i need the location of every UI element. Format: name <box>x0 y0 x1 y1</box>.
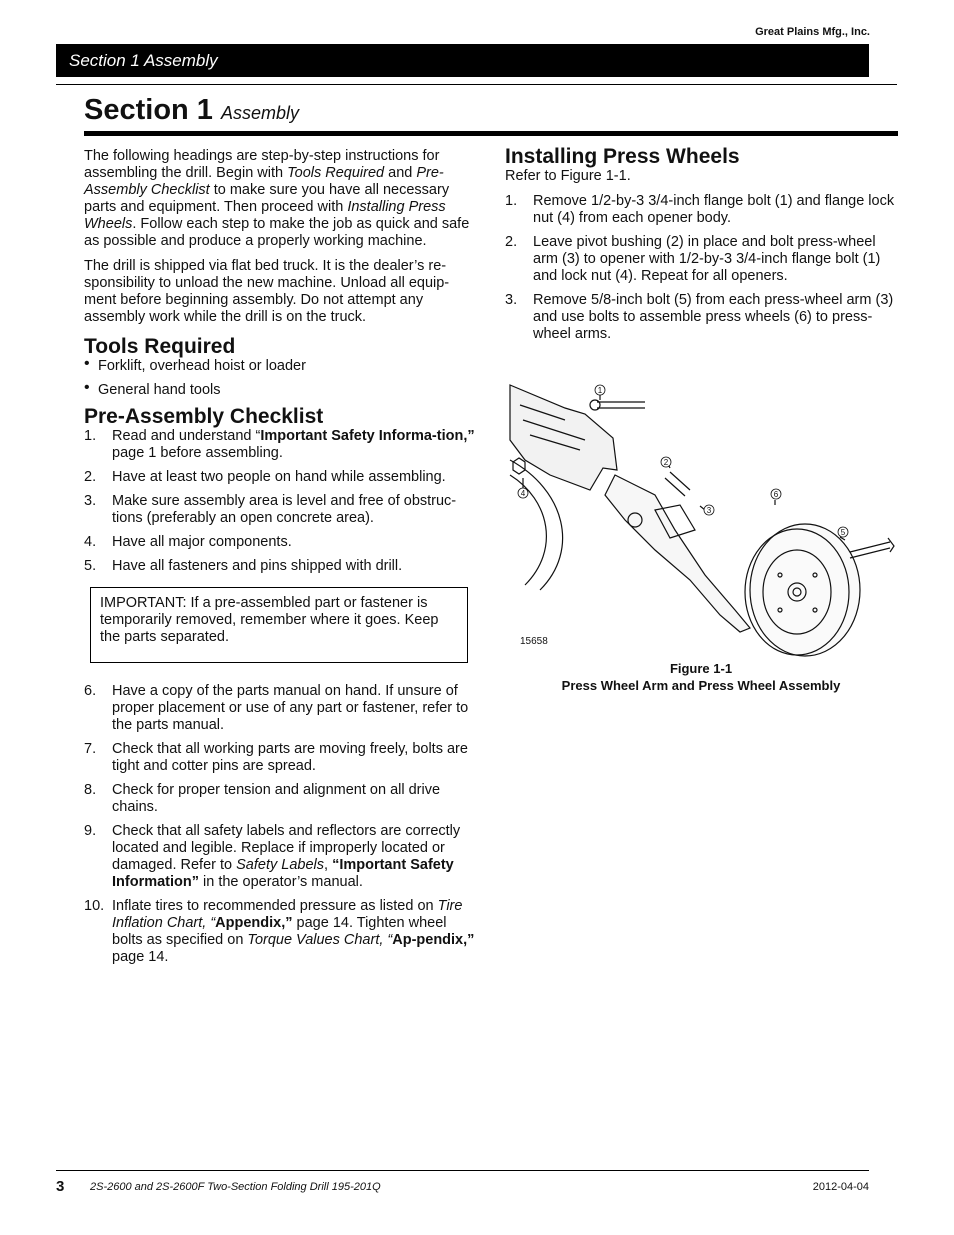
press-wheels-heading: Installing Press Wheels <box>505 145 740 168</box>
list-item: • Forklift, overhead hoist or loader <box>84 355 306 374</box>
title-rule <box>84 131 898 136</box>
company-name: Great Plains Mfg., Inc. <box>755 26 870 38</box>
list-item: 1. Remove 1/2-by-3 3/4-inch flange bolt (1) and flange lock nut (4) from each opener body. <box>505 193 895 226</box>
figure-reference: Refer to Figure 1-1. <box>505 168 631 184</box>
callout-3 <box>704 505 714 515</box>
list-item: • General hand tools <box>84 379 221 398</box>
document-date: 2012-04-04 <box>812 1181 869 1193</box>
svg-text:3: 3 <box>706 506 712 515</box>
list-item: 8. Check for proper tension and alignment on all drive chains. <box>84 782 441 815</box>
list-item: 5. Have all fasteners and pins shipped with drill. <box>84 558 403 574</box>
svg-text:4: 4 <box>520 489 526 498</box>
left-column <box>84 148 479 973</box>
list-item: 4. Have all major components. <box>84 534 292 550</box>
svg-text:2: 2 <box>663 458 669 467</box>
svg-text:5: 5 <box>840 528 846 537</box>
list-item: 3. Remove 5/8-inch bolt (5) from each press-wheel arm (3) and use bolts to assemble press wheels (6) to press-wheel arms. <box>505 292 894 342</box>
document-title: 2S-2600 and 2S-2600F Two-Section Folding Drill 195-201Q <box>90 1181 381 1193</box>
list-item: 1. Read and understand “Important Safety Informa-tion,” page 1 before assembling. <box>84 428 475 461</box>
shipping-paragraph: The drill is shipped via flat bed truck. It is the dealer’s re-sponsibility to unload the new machine. Unload all equip-ment before beginning assembly. Do not attempt any assembly work while the drill is on the truck. <box>84 258 450 325</box>
list-item: 2. Have at least two people on hand while assembling. <box>84 469 446 485</box>
callout-5 <box>838 527 848 537</box>
page-title: Section 1 Assembly <box>84 94 300 126</box>
page-number: 3 <box>56 1178 65 1195</box>
list-item: 9. Check that all safety labels and reflectors are correctly located and legible. Replace if improperly located or damaged. Refer to Safety Labels, “Important Safety Information” in the operator’s manual. <box>84 823 461 890</box>
header-rule <box>56 84 897 85</box>
list-item: 2. Leave pivot bushing (2) in place and bolt press-wheel arm (3) to opener with 1/2-by-3 3/4-inch flange bolt (1) and lock nut (4). Repeat for all openers. <box>505 234 881 284</box>
callout-1 <box>595 385 605 395</box>
tools-heading: Tools Required <box>84 335 236 358</box>
callout-4 <box>518 488 528 498</box>
checklist-heading: Pre-Assembly Checklist <box>84 405 324 428</box>
right-column <box>505 146 897 350</box>
bullet-icon: • <box>84 379 90 396</box>
svg-text:1: 1 <box>597 386 603 395</box>
press-wheel-assembly-figure <box>505 380 897 662</box>
figure-id: 15658 <box>520 636 548 647</box>
tools-list <box>84 355 479 399</box>
list-item: 10. Inflate tires to recommended pressure as listed on Tire Inflation Chart, “Appendix,” page 14. Tighten wheel bolts as specified on Torque Values Chart, “Ap-pendix,” page 14. <box>84 898 475 965</box>
callout-2 <box>661 457 671 467</box>
important-note: IMPORTANT: If a pre-assembled part or fastener is temporarily removed, remember where it goes. Keep the parts separated. <box>90 587 468 663</box>
section-banner: Section 1 Assembly <box>56 44 869 77</box>
installation-steps <box>505 193 897 343</box>
bullet-icon: • <box>84 355 90 372</box>
checklist <box>84 428 479 575</box>
list-item: 7. Check that all working parts are moving freely, bolts are tight and cotter pins are spread. <box>84 741 468 774</box>
figure-caption: Figure 1-1 Press Wheel Arm and Press Wheel Assembly <box>561 661 841 693</box>
list-item: 3. Make sure assembly area is level and free of obstruc-tions (preferably an open concrete area). <box>84 493 457 526</box>
footer-rule <box>56 1170 869 1171</box>
list-item: 6. Have a copy of the parts manual on hand. If unsure of proper placement or use of any part or fastener, refer to the parts manual. <box>84 683 469 733</box>
svg-text:6: 6 <box>773 490 779 499</box>
checklist-continued <box>84 683 479 966</box>
intro-paragraph: The following headings are step-by-step instructions for assembling the drill. Begin with Tools Required and Pre-Assembly Checklist to make sure you have all necessary parts and equipment. Then proceed with Installing Press Wheels. Follow each step to make the job as quick and safe as possible and produce a properly working machine. <box>84 148 470 249</box>
callout-6 <box>771 489 781 499</box>
